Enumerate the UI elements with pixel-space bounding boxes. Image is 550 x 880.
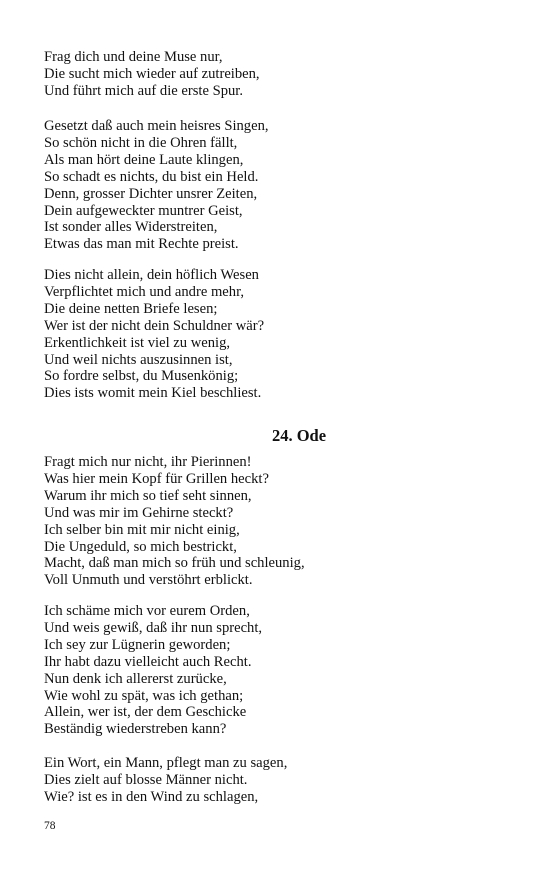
poem-line: Etwas das man mit Rechte preist. xyxy=(44,236,239,253)
poem-line: Ein Wort, ein Mann, pflegt man zu sagen, xyxy=(44,755,288,771)
poem-line: Als man hört deine Laute klingen, xyxy=(44,151,244,168)
poem-stanza xyxy=(44,267,264,402)
poem-line: Die Ungeduld, so mich bestrickt, xyxy=(44,538,237,555)
section-heading-text: 24. Ode xyxy=(271,426,327,445)
poem-stanza xyxy=(44,603,262,738)
poem-line: Ich selber bin mit mir nicht einig, xyxy=(44,521,240,538)
poem-line: Die deine netten Briefe lesen; xyxy=(44,300,218,317)
section-heading xyxy=(0,426,550,446)
poem-line: Nun denk ich allererst zurücke, xyxy=(44,670,227,687)
poem-line: Ich sey zur Lügnerin geworden; xyxy=(44,636,231,653)
poem-line: Dies ists womit mein Kiel beschliest. xyxy=(44,385,262,402)
poem-line: Wie wohl zu spät, was ich gethan; xyxy=(44,687,244,704)
poem-line: Erkentlichkeit ist viel zu wenig, xyxy=(44,334,231,351)
poem-stanza xyxy=(44,49,260,100)
poem-line: So fordre selbst, du Musenkönig; xyxy=(44,368,239,385)
poem-line: So schön nicht in die Ohren fällt, xyxy=(44,134,238,151)
poem-line: Und was mir im Gehirne steckt? xyxy=(44,504,234,521)
poem-line: Und führt mich auf die erste Spur. xyxy=(44,82,243,99)
poem-line: Die sucht mich wieder auf zutreiben, xyxy=(44,65,260,82)
poem-line: Dein aufgeweckter muntrer Geist, xyxy=(44,202,243,219)
poem-line: Wie? ist es in den Wind zu schlagen, xyxy=(44,788,259,805)
poem-line: Beständig wiederstreben kann? xyxy=(44,721,227,738)
poem-line: Was hier mein Kopf für Grillen heckt? xyxy=(44,470,269,487)
poem-line: Ist sonder alles Widerstreiten, xyxy=(44,219,218,236)
poem-line: Dies nicht allein, dein höflich Wesen xyxy=(44,267,259,283)
poem-line: Frag dich und deine Muse nur, xyxy=(44,49,223,65)
poem-line: Warum ihr mich so tief seht sinnen, xyxy=(44,487,252,504)
poem-stanza xyxy=(44,118,269,253)
poem-line: Verpflichtet mich und andre mehr, xyxy=(44,283,245,300)
poem-line: So schadt es nichts, du bist ein Held. xyxy=(44,168,259,185)
poem-line: Und weil nichts auszusinnen ist, xyxy=(44,351,233,368)
poem-line: Denn, grosser Dichter unsrer Zeiten, xyxy=(44,185,258,202)
poem-stanza xyxy=(44,454,305,589)
poem-line: Allein, wer ist, der dem Geschicke xyxy=(44,704,247,721)
poem-line: Ihr habt dazu vielleicht auch Recht. xyxy=(44,653,252,670)
poem-stanza xyxy=(44,755,287,806)
poem-line: Ich schäme mich vor eurem Orden, xyxy=(44,603,250,619)
poem-line: Voll Unmuth und verstöhrt erblickt. xyxy=(44,572,253,589)
poem-line: Fragt mich nur nicht, ihr Pierinnen! xyxy=(44,454,252,470)
poem-line: Wer ist der nicht dein Schuldner wär? xyxy=(44,317,265,334)
poem-line: Macht, daß man mich so früh und schleunig, xyxy=(44,555,305,572)
poem-line: Und weis gewiß, daß ihr nun sprecht, xyxy=(44,619,263,636)
page-number: 78 xyxy=(44,820,56,832)
poem-line: Gesetzt daß auch mein heisres Singen, xyxy=(44,118,269,134)
poem-line: Dies zielt auf blosse Männer nicht. xyxy=(44,771,248,788)
